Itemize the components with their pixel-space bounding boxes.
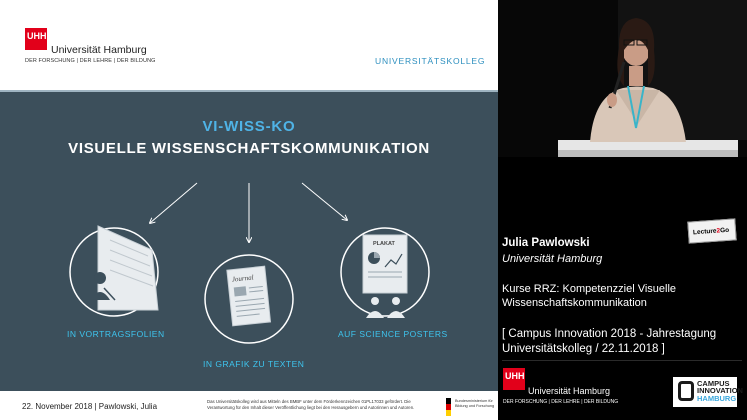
lecture2go-accent: 2 xyxy=(716,227,721,235)
slide-title: VISUELLE WISSENSCHAFTSKOMMUNIKATION xyxy=(68,140,430,157)
journal-label: Journal xyxy=(231,273,254,284)
campus-innovation-word3: HAMBURG xyxy=(697,394,737,403)
bmbf-flag-icon xyxy=(446,398,451,416)
university-logo-icon: UHH xyxy=(25,28,47,50)
caption-slides: IN VORTRAGSFOLIEN xyxy=(67,329,165,339)
campus-innovation-word2: INNOVATION xyxy=(697,386,743,395)
university-tagline: DER FORSCHUNG | DER LEHRE | DER BILDUNG xyxy=(25,58,156,64)
funding-note-line1: Das Universitätskolleg wird aus Mitteln des BMBF unter dem Förderkennzeichen 01PL17033 gefördert. Die xyxy=(207,399,411,404)
campus-innovation-word1: CAMPUS xyxy=(697,379,730,388)
panel-university-name: Universität Hamburg xyxy=(528,386,611,396)
event-line2: Universitätskolleg / 22.11.2018 ] xyxy=(502,343,665,355)
poster-icon xyxy=(341,228,429,318)
speaker-video[interactable] xyxy=(498,0,747,157)
concept-diagram xyxy=(0,170,498,380)
speaker-affiliation: Universität Hamburg xyxy=(502,253,603,265)
journal-icon xyxy=(205,255,293,343)
bmbf-logo-text: Bundesministerium für Bildung und Forschung xyxy=(455,399,495,408)
speaker-name: Julia Pawlowski xyxy=(502,237,590,249)
funding-note-line2: Verantwortung für den Inhalt dieser Veröffentlichung liegt bei den Herausgebern und Autorinnen und Autoren. xyxy=(207,405,415,410)
talk-title-line1: Kurse RRZ: Kompetenzziel Visuelle xyxy=(502,283,677,295)
lecture2go-logo[interactable] xyxy=(687,218,736,243)
university-name: Universität Hamburg xyxy=(51,44,147,56)
lecture2go-prefix: Lecture xyxy=(692,227,717,237)
footer-date-author: 22. November 2018 | Pawlowski, Julia xyxy=(22,402,158,411)
arrow-left xyxy=(150,183,197,223)
campus-innovation-mark-icon xyxy=(678,381,694,401)
poster-label: PLAKAT xyxy=(373,241,395,247)
slide-subtitle: VI-WISS-KO xyxy=(202,118,296,135)
event-line1: [ Campus Innovation 2018 - Jahrestagung xyxy=(502,328,717,340)
panel-divider xyxy=(502,360,742,361)
lecture2go-suffix: Go xyxy=(719,226,730,235)
header-divider xyxy=(0,90,498,92)
talk-title-line2: Wissenschaftskommunikation xyxy=(502,297,647,309)
speaker-figure xyxy=(498,0,747,157)
funding-note xyxy=(207,399,452,411)
panel-university-logo-icon: UHH xyxy=(503,368,525,390)
arrow-right xyxy=(302,183,347,220)
presentation-icon xyxy=(70,226,158,316)
caption-graphics: IN GRAFIK ZU TEXTEN xyxy=(203,359,305,369)
caption-posters: AUF SCIENCE POSTERS xyxy=(338,329,448,339)
kolleg-label: UNIVERSITÄTSKOLLEG xyxy=(375,56,486,66)
panel-university-tagline: DER FORSCHUNG | DER LEHRE | DER BILDUNG xyxy=(503,399,619,405)
